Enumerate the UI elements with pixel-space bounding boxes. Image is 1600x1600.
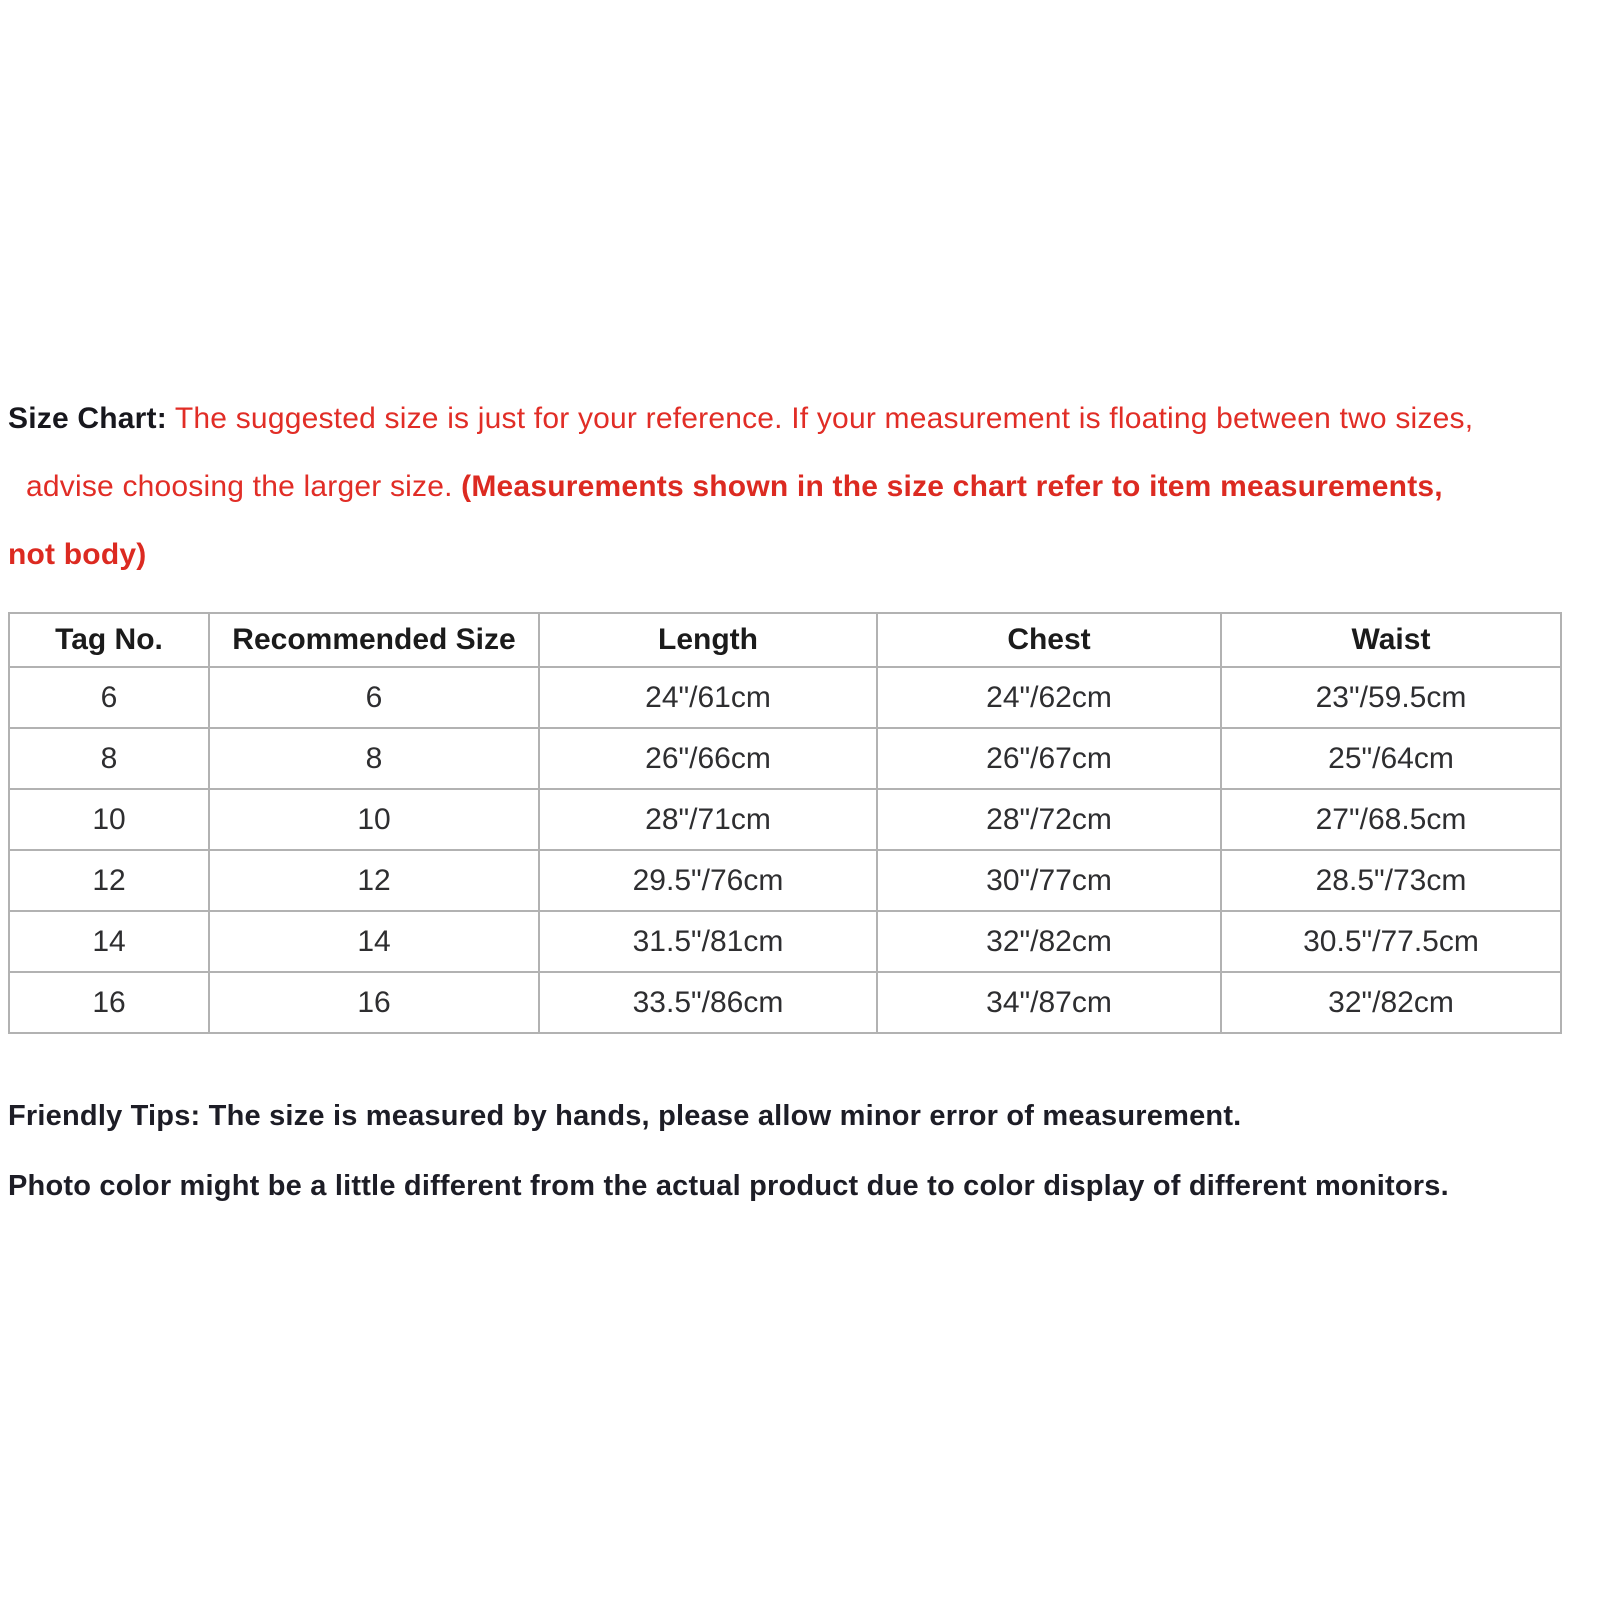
intro-line-2-regular-text: advise choosing the larger size. bbox=[26, 470, 462, 503]
cell-tag-no: 8 bbox=[9, 728, 209, 789]
table-row-size-14 bbox=[9, 911, 1561, 972]
column-header-length: Length bbox=[539, 613, 877, 667]
cell-recommended-size: 8 bbox=[209, 728, 539, 789]
cell-waist: 25"/64cm bbox=[1221, 728, 1561, 789]
table-row-size-6 bbox=[9, 667, 1561, 728]
table-header-row bbox=[9, 613, 1561, 667]
tips-line-1: Friendly Tips: The size is measured by hands, please allow minor error of measurement. bbox=[8, 1100, 1242, 1132]
cell-length: 29.5"/76cm bbox=[539, 850, 877, 911]
intro-line-1-red-text: The suggested size is just for your reference. If your measurement is floating between two sizes, bbox=[166, 402, 1474, 435]
column-header-recommended-size: Recommended Size bbox=[209, 613, 539, 667]
cell-length: 28"/71cm bbox=[539, 789, 877, 850]
cell-waist: 23"/59.5cm bbox=[1221, 667, 1561, 728]
size-chart-label: Size Chart: bbox=[8, 402, 167, 435]
cell-chest: 28"/72cm bbox=[877, 789, 1221, 850]
table-row-size-8 bbox=[9, 728, 1561, 789]
cell-tag-no: 12 bbox=[9, 850, 209, 911]
column-header-tag-no: Tag No. bbox=[9, 613, 209, 667]
cell-tag-no: 14 bbox=[9, 911, 209, 972]
intro-line-3 bbox=[8, 521, 1592, 589]
column-header-chest: Chest bbox=[877, 613, 1221, 667]
cell-chest: 32"/82cm bbox=[877, 911, 1221, 972]
cell-tag-no: 6 bbox=[9, 667, 209, 728]
cell-length: 31.5"/81cm bbox=[539, 911, 877, 972]
cell-length: 24"/61cm bbox=[539, 667, 877, 728]
cell-chest: 34"/87cm bbox=[877, 972, 1221, 1033]
cell-length: 33.5"/86cm bbox=[539, 972, 877, 1033]
cell-waist: 28.5"/73cm bbox=[1221, 850, 1561, 911]
column-header-waist: Waist bbox=[1221, 613, 1561, 667]
cell-waist: 30.5"/77.5cm bbox=[1221, 911, 1561, 972]
cell-chest: 24"/62cm bbox=[877, 667, 1221, 728]
intro-line-3-bold-text: not body) bbox=[8, 538, 147, 571]
table-row-size-12 bbox=[9, 850, 1561, 911]
size-chart-intro bbox=[8, 385, 1592, 589]
size-chart-table bbox=[8, 612, 1562, 1034]
cell-recommended-size: 12 bbox=[209, 850, 539, 911]
intro-line-1 bbox=[8, 385, 1592, 453]
friendly-tips bbox=[8, 1081, 1592, 1221]
table-row-size-10 bbox=[9, 789, 1561, 850]
cell-waist: 32"/82cm bbox=[1221, 972, 1561, 1033]
cell-chest: 26"/67cm bbox=[877, 728, 1221, 789]
table-row-size-16 bbox=[9, 972, 1561, 1033]
cell-recommended-size: 16 bbox=[209, 972, 539, 1033]
cell-tag-no: 10 bbox=[9, 789, 209, 850]
cell-tag-no: 16 bbox=[9, 972, 209, 1033]
cell-chest: 30"/77cm bbox=[877, 850, 1221, 911]
cell-recommended-size: 14 bbox=[209, 911, 539, 972]
cell-length: 26"/66cm bbox=[539, 728, 877, 789]
intro-line-2 bbox=[8, 453, 1592, 521]
cell-waist: 27"/68.5cm bbox=[1221, 789, 1561, 850]
tips-line-2: Photo color might be a little different from the actual product due to color display of different monitors. bbox=[8, 1170, 1449, 1202]
cell-recommended-size: 10 bbox=[209, 789, 539, 850]
intro-line-2-bold-text: (Measurements shown in the size chart refer to item measurements, bbox=[461, 470, 1443, 503]
cell-recommended-size: 6 bbox=[209, 667, 539, 728]
